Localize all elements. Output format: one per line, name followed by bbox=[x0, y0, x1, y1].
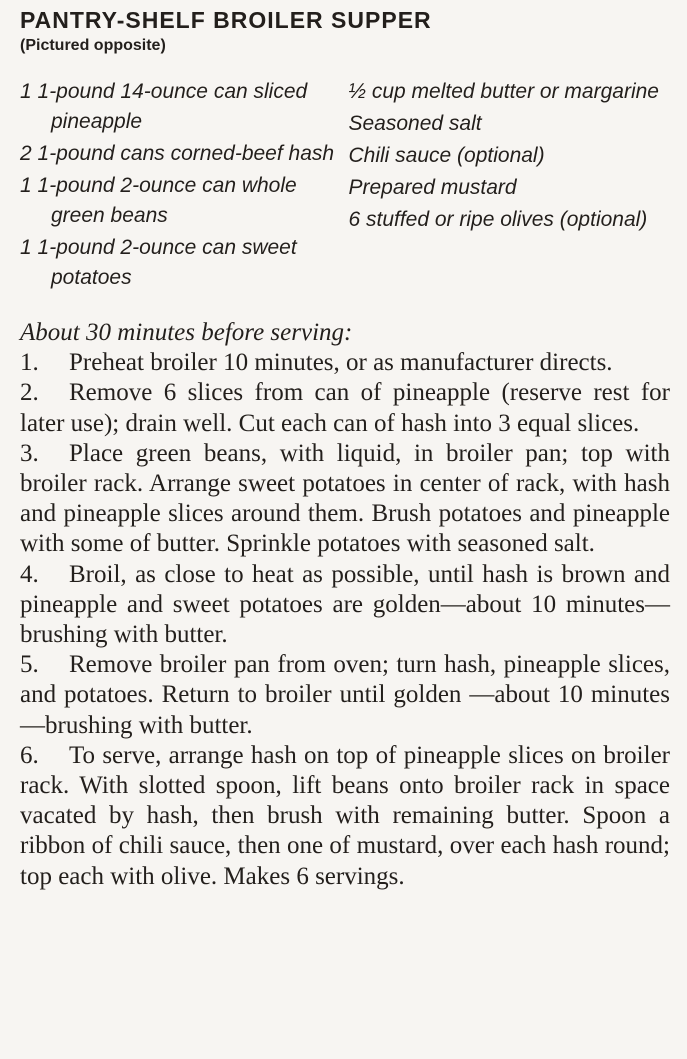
step-number: 3. bbox=[20, 439, 39, 467]
recipe-step bbox=[20, 560, 670, 651]
ingredient-item: 1 1-pound 2-ounce can whole green beans bbox=[20, 174, 297, 227]
ingredient-item: 1 1-pound 14-ounce can sliced pineapple bbox=[20, 80, 308, 133]
ingredient-item: ½ cup melted butter or margarine bbox=[348, 80, 659, 103]
recipe-step bbox=[20, 378, 670, 438]
recipe-title: PANTRY-SHELF BROILER SUPPER bbox=[20, 7, 432, 33]
ingredient-item: Chili sauce (optional) bbox=[348, 144, 545, 167]
step-text: Place green beans, with liquid, in broiler pan; top with broiler rack. Arrange sweet potatoes in center of rack, with hash and pineapple slices around them. Brush potatoes and pineapple with some of butter. Sprinkle potatoes with seasoned salt. bbox=[20, 439, 670, 558]
recipe-step bbox=[20, 741, 670, 892]
recipe-step bbox=[20, 439, 670, 560]
recipe-method bbox=[20, 318, 670, 892]
step-list bbox=[20, 348, 670, 892]
recipe-subtitle: (Pictured opposite) bbox=[20, 37, 166, 54]
step-text: Broil, as close to heat as possible, until hash is brown and pineapple and sweet potatoes are golden—about 10 minutes—brushing with butter. bbox=[20, 560, 670, 649]
recipe-step bbox=[20, 650, 670, 741]
step-number: 6. bbox=[20, 741, 39, 769]
ingredient-list bbox=[20, 77, 667, 295]
step-number: 5. bbox=[20, 651, 39, 679]
ingredient-item: Seasoned salt bbox=[348, 112, 482, 135]
ingredient-column-right bbox=[348, 77, 667, 295]
recipe-step bbox=[20, 348, 670, 378]
step-number: 1. bbox=[20, 349, 39, 377]
ingredient-item: Prepared mustard bbox=[348, 176, 517, 199]
step-text: To serve, arrange hash on top of pineapple slices on broiler rack. With slotted spoon, lift beans onto broiler rack in space vacated by hash, then brush with remaining butter. Spoon a ribbon of chili sauce, then one of mustard, over each hash round; top each with olive. Makes 6 servings. bbox=[20, 741, 670, 890]
step-number: 4. bbox=[20, 560, 39, 588]
ingredient-item: 6 stuffed or ripe olives (optional) bbox=[348, 208, 648, 231]
step-text: Preheat broiler 10 minutes, or as manufacturer directs. bbox=[69, 349, 613, 377]
ingredient-item: 2 1-pound cans corned-beef hash bbox=[20, 142, 335, 165]
ingredient-column-left bbox=[20, 77, 348, 295]
timing-lead: About 30 minutes before serving: bbox=[20, 319, 353, 346]
step-text: Remove broiler pan from oven; turn hash, pineapple slices, and potatoes. Return to broiler until golden —about 10 minutes—brushing with butter. bbox=[20, 651, 670, 739]
ingredient-item: 1 1-pound 2-ounce can sweet potatoes bbox=[20, 236, 297, 289]
step-text: Remove 6 slices from can of pineapple (reserve rest for later use); drain well. Cut each can of hash into 3 equal slices. bbox=[20, 379, 670, 437]
step-number: 2. bbox=[20, 379, 39, 407]
